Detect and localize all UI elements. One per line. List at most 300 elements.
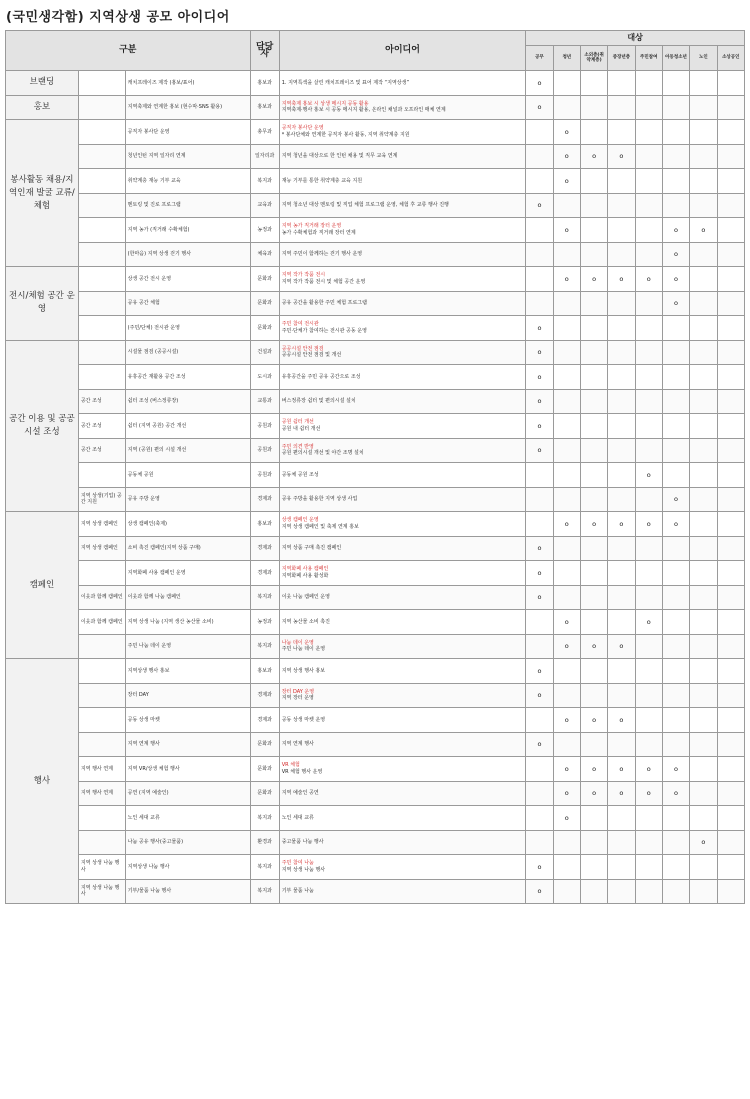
row-item: 지역 (공원) 편의 시설 개선 bbox=[125, 438, 250, 463]
target-mark bbox=[635, 438, 662, 463]
target-mark bbox=[690, 463, 717, 488]
row-idea bbox=[279, 855, 526, 880]
row-subcategory: 공간 조성 bbox=[78, 389, 125, 414]
target-mark bbox=[690, 879, 717, 904]
target-mark bbox=[553, 365, 580, 390]
row-item: 지역축제와 연계한 홍보 (현수막·SNS 활용) bbox=[125, 95, 250, 120]
target-mark bbox=[526, 120, 553, 145]
row-idea bbox=[279, 316, 526, 341]
row-item: (주민/단체) 전시관 운영 bbox=[125, 316, 250, 341]
row-item: 지역상생 행사 홍보 bbox=[125, 659, 250, 684]
target-mark bbox=[635, 536, 662, 561]
table-row bbox=[6, 291, 745, 316]
row-item: 지역상생 나눔 행사 bbox=[125, 855, 250, 880]
target-mark: o bbox=[553, 708, 580, 733]
target-header: 아동청소년 bbox=[662, 46, 689, 71]
target-mark bbox=[717, 193, 744, 218]
target-mark bbox=[690, 438, 717, 463]
row-idea bbox=[279, 708, 526, 733]
row-item: 공직자 봉사단 운영 bbox=[125, 120, 250, 145]
target-mark bbox=[580, 389, 607, 414]
target-mark bbox=[608, 659, 635, 684]
target-mark: o bbox=[553, 634, 580, 659]
target-mark bbox=[662, 683, 689, 708]
target-mark bbox=[690, 365, 717, 390]
target-mark bbox=[526, 634, 553, 659]
row-idea bbox=[279, 291, 526, 316]
row-subcategory bbox=[78, 120, 125, 145]
target-mark bbox=[580, 365, 607, 390]
row-dept: 농정과 bbox=[250, 218, 279, 243]
target-mark bbox=[717, 634, 744, 659]
target-mark bbox=[717, 806, 744, 831]
target-mark bbox=[553, 585, 580, 610]
target-mark bbox=[608, 169, 635, 194]
row-dept: 문화과 bbox=[250, 316, 279, 341]
table-row bbox=[6, 120, 745, 145]
target-mark bbox=[635, 683, 662, 708]
row-idea bbox=[279, 95, 526, 120]
row-dept: 경제과 bbox=[250, 536, 279, 561]
row-idea bbox=[279, 879, 526, 904]
target-mark: o bbox=[526, 71, 553, 96]
row-item: 지역 농가 (직거래 수확체험) bbox=[125, 218, 250, 243]
row-idea bbox=[279, 389, 526, 414]
idea-text: 중고물품 나눔 행사 bbox=[281, 839, 324, 845]
table-row bbox=[6, 855, 745, 880]
row-subcategory bbox=[78, 463, 125, 488]
target-mark bbox=[635, 95, 662, 120]
target-mark bbox=[635, 487, 662, 512]
target-mark bbox=[608, 732, 635, 757]
target-mark: o bbox=[553, 757, 580, 782]
target-mark bbox=[553, 732, 580, 757]
target-mark bbox=[662, 634, 689, 659]
target-mark bbox=[635, 340, 662, 365]
row-subcategory: 지역 행사 연계 bbox=[78, 757, 125, 782]
target-mark: o bbox=[608, 757, 635, 782]
row-item: 쉼터 조성 (버스정류장) bbox=[125, 389, 250, 414]
target-mark bbox=[717, 365, 744, 390]
row-item: 소비 촉진 캠페인(지역 상품 구매) bbox=[125, 536, 250, 561]
target-mark bbox=[690, 561, 717, 586]
row-dept: 일자리과 bbox=[250, 144, 279, 169]
target-mark: o bbox=[608, 708, 635, 733]
row-item: 공연 (지역 예술인) bbox=[125, 781, 250, 806]
target-mark bbox=[662, 585, 689, 610]
target-mark: o bbox=[526, 732, 553, 757]
target-mark bbox=[662, 732, 689, 757]
target-mark bbox=[608, 438, 635, 463]
target-mark bbox=[526, 512, 553, 537]
target-mark bbox=[553, 95, 580, 120]
row-subcategory: 지역 상생(기업) 공간 지원 bbox=[78, 487, 125, 512]
target-mark: o bbox=[662, 512, 689, 537]
idea-text: 지역 주민이 함께하는 걷기 행사 운영 bbox=[281, 251, 363, 257]
target-mark bbox=[690, 414, 717, 439]
header-dept: 담당자 bbox=[250, 31, 279, 71]
target-mark: o bbox=[635, 463, 662, 488]
idea-text: 지역 연계 행사 bbox=[281, 741, 314, 747]
target-mark: o bbox=[553, 610, 580, 635]
row-item: 공유 주방 운영 bbox=[125, 487, 250, 512]
target-mark bbox=[635, 855, 662, 880]
target-mark bbox=[690, 732, 717, 757]
table-row bbox=[6, 757, 745, 782]
target-mark bbox=[662, 193, 689, 218]
target-mark bbox=[717, 855, 744, 880]
target-mark bbox=[690, 512, 717, 537]
idea-text: 공원 편의시설 개선 및 야간 조명 설치 bbox=[281, 450, 364, 457]
row-item: 지역 연계 행사 bbox=[125, 732, 250, 757]
row-subcategory bbox=[78, 316, 125, 341]
row-item: 멘토링 및 진로 프로그램 bbox=[125, 193, 250, 218]
target-mark bbox=[662, 144, 689, 169]
table-row bbox=[6, 634, 745, 659]
target-mark: o bbox=[608, 634, 635, 659]
target-mark: o bbox=[690, 218, 717, 243]
target-mark bbox=[635, 365, 662, 390]
target-mark bbox=[662, 708, 689, 733]
idea-text: 공동체 공원 조성 bbox=[281, 471, 319, 478]
target-mark: o bbox=[526, 879, 553, 904]
target-mark bbox=[608, 536, 635, 561]
row-item: 공동체 공원 bbox=[125, 463, 250, 488]
section-name: 홍보 bbox=[6, 95, 79, 120]
target-mark bbox=[526, 757, 553, 782]
target-mark bbox=[553, 855, 580, 880]
row-item: 시설물 점검 (공공시설) bbox=[125, 340, 250, 365]
idea-text: 지역화폐 사용 활성화 bbox=[281, 572, 329, 579]
target-mark: o bbox=[553, 120, 580, 145]
target-mark bbox=[635, 218, 662, 243]
target-mark bbox=[717, 242, 744, 267]
target-mark bbox=[662, 120, 689, 145]
target-mark bbox=[553, 71, 580, 96]
row-dept: 경제과 bbox=[250, 708, 279, 733]
table-row bbox=[6, 512, 745, 537]
target-mark bbox=[717, 438, 744, 463]
table-row bbox=[6, 536, 745, 561]
table-row bbox=[6, 242, 745, 267]
row-dept: 농정과 bbox=[250, 610, 279, 635]
target-mark bbox=[580, 561, 607, 586]
target-mark bbox=[608, 340, 635, 365]
target-mark: o bbox=[635, 610, 662, 635]
row-dept: 홍보과 bbox=[250, 71, 279, 96]
idea-text: 지역 청소년 대상 멘토링 및 직업 체험 프로그램 운영, 체험 후 교류 행사 진행 bbox=[281, 202, 449, 208]
row-subcategory bbox=[78, 561, 125, 586]
idea-highlight: 지역화폐 사용 캠페인 bbox=[281, 566, 329, 573]
row-dept: 교통과 bbox=[250, 389, 279, 414]
idea-highlight: 지역축제 홍보 시 상생 메시지 공동 활용 bbox=[281, 100, 369, 107]
row-subcategory: 공간 조성 bbox=[78, 438, 125, 463]
target-mark: o bbox=[635, 267, 662, 292]
target-mark bbox=[662, 610, 689, 635]
target-mark bbox=[717, 610, 744, 635]
target-mark bbox=[580, 242, 607, 267]
target-mark bbox=[635, 169, 662, 194]
target-mark: o bbox=[662, 757, 689, 782]
row-item: 캐치프레이즈 제작 (홍보/표어) bbox=[125, 71, 250, 96]
table-row bbox=[6, 71, 745, 96]
target-mark bbox=[526, 610, 553, 635]
target-mark bbox=[580, 438, 607, 463]
target-mark bbox=[690, 242, 717, 267]
target-mark bbox=[526, 242, 553, 267]
target-mark bbox=[717, 708, 744, 733]
target-mark bbox=[553, 414, 580, 439]
row-idea bbox=[279, 463, 526, 488]
target-mark bbox=[690, 781, 717, 806]
target-mark: o bbox=[690, 830, 717, 855]
target-mark bbox=[526, 144, 553, 169]
target-mark bbox=[717, 414, 744, 439]
target-mark: o bbox=[526, 855, 553, 880]
table-row bbox=[6, 144, 745, 169]
target-mark bbox=[635, 414, 662, 439]
target-mark bbox=[608, 463, 635, 488]
target-header: 노인 bbox=[690, 46, 717, 71]
page-title: (국민생각함) 지역상생 공모 아이디어 bbox=[6, 10, 230, 25]
target-mark bbox=[662, 463, 689, 488]
table-row bbox=[6, 830, 745, 855]
row-dept: 총무과 bbox=[250, 120, 279, 145]
row-dept: 복지과 bbox=[250, 585, 279, 610]
idea-highlight: VR 체험 bbox=[281, 762, 300, 769]
idea-highlight: 지역 농가 직거래 장터 운영 bbox=[281, 223, 342, 230]
row-item: 상생 캠페인(축제) bbox=[125, 512, 250, 537]
idea-text: 공공시설 안전 점검 및 개선 bbox=[281, 352, 342, 359]
idea-highlight: 주민 의견 반영 bbox=[281, 443, 314, 450]
target-mark: o bbox=[580, 267, 607, 292]
target-mark: o bbox=[635, 757, 662, 782]
target-mark bbox=[717, 267, 744, 292]
row-subcategory bbox=[78, 71, 125, 96]
target-mark bbox=[662, 561, 689, 586]
row-dept: 경제과 bbox=[250, 561, 279, 586]
target-mark: o bbox=[526, 316, 553, 341]
target-mark bbox=[717, 340, 744, 365]
row-idea bbox=[279, 806, 526, 831]
target-mark bbox=[580, 659, 607, 684]
target-mark: o bbox=[662, 487, 689, 512]
table-row bbox=[6, 438, 745, 463]
target-mark bbox=[635, 144, 662, 169]
target-mark bbox=[608, 806, 635, 831]
row-dept: 복지과 bbox=[250, 879, 279, 904]
target-mark: o bbox=[662, 267, 689, 292]
row-dept: 문화과 bbox=[250, 757, 279, 782]
row-subcategory: 지역 상생 나눔 행사 bbox=[78, 879, 125, 904]
row-idea bbox=[279, 757, 526, 782]
table-row bbox=[6, 193, 745, 218]
target-mark: o bbox=[526, 536, 553, 561]
target-mark: o bbox=[608, 144, 635, 169]
target-mark: o bbox=[526, 561, 553, 586]
target-mark bbox=[690, 708, 717, 733]
idea-text: 지역 농산물 소비 촉진 bbox=[281, 618, 330, 625]
target-mark: o bbox=[526, 585, 553, 610]
target-mark bbox=[580, 683, 607, 708]
target-mark bbox=[662, 365, 689, 390]
target-mark bbox=[526, 781, 553, 806]
target-mark bbox=[580, 487, 607, 512]
target-mark bbox=[580, 340, 607, 365]
row-idea bbox=[279, 683, 526, 708]
row-item: 상생 공간 전시 운영 bbox=[125, 267, 250, 292]
target-mark bbox=[635, 71, 662, 96]
row-idea bbox=[279, 830, 526, 855]
target-mark: o bbox=[526, 193, 553, 218]
target-mark bbox=[608, 389, 635, 414]
target-mark bbox=[608, 291, 635, 316]
row-idea bbox=[279, 438, 526, 463]
target-mark bbox=[580, 732, 607, 757]
target-mark bbox=[662, 879, 689, 904]
target-mark bbox=[580, 855, 607, 880]
target-mark bbox=[553, 561, 580, 586]
target-mark bbox=[717, 389, 744, 414]
header-target: 대상 bbox=[526, 31, 745, 46]
target-mark bbox=[635, 389, 662, 414]
row-dept: 공원과 bbox=[250, 438, 279, 463]
target-mark bbox=[608, 365, 635, 390]
target-mark: o bbox=[553, 169, 580, 194]
target-mark bbox=[553, 242, 580, 267]
idea-highlight: 공공시설 안전 점검 bbox=[281, 345, 324, 352]
target-mark bbox=[580, 291, 607, 316]
target-mark bbox=[717, 487, 744, 512]
target-mark bbox=[717, 169, 744, 194]
row-subcategory bbox=[78, 806, 125, 831]
target-mark bbox=[526, 267, 553, 292]
idea-text: 공유 주방을 활용한 지역 상생 사업 bbox=[281, 496, 358, 502]
target-mark bbox=[690, 291, 717, 316]
target-mark bbox=[717, 144, 744, 169]
target-mark bbox=[662, 855, 689, 880]
target-mark bbox=[717, 781, 744, 806]
row-idea bbox=[279, 267, 526, 292]
target-mark bbox=[662, 316, 689, 341]
target-mark bbox=[635, 634, 662, 659]
idea-highlight: 지역 작가 작품 전시 bbox=[281, 272, 326, 279]
idea-text: 주민 나눔 데이 운영 bbox=[281, 646, 326, 653]
target-header: 주민참여 bbox=[635, 46, 662, 71]
target-mark bbox=[553, 438, 580, 463]
target-mark bbox=[526, 708, 553, 733]
row-idea bbox=[279, 634, 526, 659]
target-header: 청년 bbox=[553, 46, 580, 71]
idea-text: VR 체험 행사 운영 bbox=[281, 768, 323, 775]
section-name: 브랜딩 bbox=[6, 71, 79, 96]
row-dept: 복지과 bbox=[250, 806, 279, 831]
target-mark bbox=[608, 879, 635, 904]
target-mark bbox=[717, 536, 744, 561]
header-category: 구분 bbox=[6, 31, 251, 71]
target-mark bbox=[690, 340, 717, 365]
idea-text: * 봉사단체와 연계한 공직자 봉사 활동, 지역 취약계층 지원 bbox=[281, 131, 410, 138]
section-name: 캠페인 bbox=[6, 512, 79, 659]
target-mark bbox=[662, 536, 689, 561]
target-mark bbox=[608, 585, 635, 610]
target-mark bbox=[553, 463, 580, 488]
target-mark bbox=[553, 879, 580, 904]
target-mark bbox=[580, 120, 607, 145]
target-mark bbox=[717, 879, 744, 904]
row-subcategory bbox=[78, 267, 125, 292]
row-idea bbox=[279, 512, 526, 537]
target-mark bbox=[662, 414, 689, 439]
target-mark: o bbox=[526, 659, 553, 684]
row-subcategory bbox=[78, 365, 125, 390]
row-idea bbox=[279, 610, 526, 635]
target-mark bbox=[580, 95, 607, 120]
row-dept: 문화과 bbox=[250, 291, 279, 316]
target-mark bbox=[690, 757, 717, 782]
table-row bbox=[6, 316, 745, 341]
target-mark bbox=[553, 683, 580, 708]
row-idea bbox=[279, 536, 526, 561]
row-item: 지역 상생 나눔 (지역 생산 농산물 소비) bbox=[125, 610, 250, 635]
table-row bbox=[6, 683, 745, 708]
idea-text: 지역 장터 운영 bbox=[281, 695, 314, 702]
idea-text: 지역 상품 구매 촉진 캠페인 bbox=[281, 545, 342, 551]
target-mark bbox=[608, 193, 635, 218]
target-mark bbox=[662, 806, 689, 831]
target-mark: o bbox=[608, 781, 635, 806]
target-mark bbox=[580, 610, 607, 635]
row-subcategory: 지역 행사 연계 bbox=[78, 781, 125, 806]
row-item: 공유 공간 체험 bbox=[125, 291, 250, 316]
target-mark bbox=[580, 806, 607, 831]
section-name: 봉사활동 채용/지역인재 발굴 교류/체험 bbox=[6, 120, 79, 267]
target-mark bbox=[690, 120, 717, 145]
row-item: 나눔 공유 행사(중고물품) bbox=[125, 830, 250, 855]
header-idea: 아이디어 bbox=[279, 31, 526, 71]
target-header: 중장년층 bbox=[608, 46, 635, 71]
target-mark bbox=[690, 683, 717, 708]
target-mark bbox=[717, 683, 744, 708]
target-mark bbox=[717, 463, 744, 488]
row-idea bbox=[279, 242, 526, 267]
table-row bbox=[6, 365, 745, 390]
row-subcategory bbox=[78, 242, 125, 267]
target-mark bbox=[580, 830, 607, 855]
row-dept: 경제과 bbox=[250, 683, 279, 708]
target-mark bbox=[690, 806, 717, 831]
target-mark: o bbox=[526, 414, 553, 439]
target-mark bbox=[635, 830, 662, 855]
idea-highlight: 나눔 데이 운영 bbox=[281, 639, 314, 646]
row-dept: 문화과 bbox=[250, 781, 279, 806]
row-item: 노인 세대 교류 bbox=[125, 806, 250, 831]
target-mark: o bbox=[553, 781, 580, 806]
row-dept: 경제과 bbox=[250, 487, 279, 512]
table-row bbox=[6, 389, 745, 414]
target-mark bbox=[553, 340, 580, 365]
target-mark bbox=[717, 732, 744, 757]
target-mark bbox=[526, 463, 553, 488]
target-mark bbox=[608, 95, 635, 120]
target-mark bbox=[526, 291, 553, 316]
target-mark: o bbox=[580, 512, 607, 537]
target-mark bbox=[662, 95, 689, 120]
target-mark: o bbox=[526, 389, 553, 414]
row-dept: 홍보과 bbox=[250, 659, 279, 684]
row-subcategory bbox=[78, 144, 125, 169]
target-mark bbox=[717, 757, 744, 782]
